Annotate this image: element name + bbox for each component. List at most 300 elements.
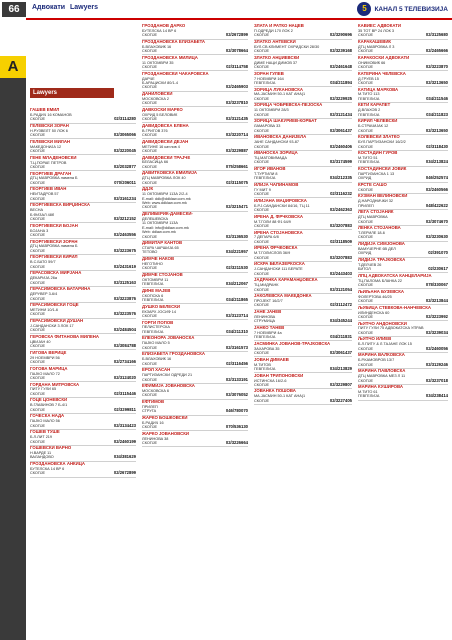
listing-name: ГОГОВА МАРИЦА [30, 366, 68, 371]
listing-phone: 02/2463556 [113, 231, 136, 237]
listing-phone: 02/2484504 [113, 327, 136, 333]
listing-name: ГРОЗДАНОВСКА АНКИЦА [30, 462, 86, 466]
listing-entry [358, 151, 448, 166]
listing-phone: 02/3220714 [225, 132, 248, 138]
listing-name: КРСТЕ САШО [358, 182, 387, 187]
listing-city: СКОПЈЕ [142, 361, 158, 366]
listing-name: ДАВКОСКИ МАРКО [142, 107, 183, 112]
listing-phone: 02/3084788 [113, 343, 136, 349]
listing-entry [358, 72, 448, 87]
listing-phone: 034/221957 [225, 249, 248, 255]
listing-phone-row [254, 160, 352, 165]
listing-address: М.ТИТО 51 [358, 156, 378, 161]
listing-phone: 02/3211530 [226, 265, 248, 271]
listing-name: ГОШЕВСКИ ВАРНО [30, 446, 72, 451]
listing-name: ЈАДРАНКА КАРАМАНЏОВСКА [254, 278, 318, 283]
listing-phone: 02/3078664 [225, 48, 248, 54]
listing-phone-row [358, 315, 448, 320]
listing-city: СКОПЈЕ [142, 148, 158, 153]
listing-entry [254, 294, 352, 309]
listing-entry [254, 88, 352, 103]
listing-address: М.Т.ГОЛИ 88 Ф1 64/9 [254, 219, 291, 224]
listing-phone: 02/2460566 [425, 186, 448, 192]
listing-phone: 034/211894 [330, 79, 352, 85]
listing-entry [254, 342, 352, 357]
listing-entry [142, 305, 248, 320]
listing-entry [30, 172, 136, 187]
listing-phone: 02/3121054 [329, 286, 352, 292]
listing-address: ПАРТИЗАНСКА 1 13 [358, 171, 395, 176]
listing-name: ИГОР ИВАНОВ [254, 167, 286, 172]
listing-entry [254, 103, 352, 118]
listing-city: СКОПЈЕ [142, 133, 158, 138]
listing-separator [358, 400, 448, 401]
listing-address: ЕКЗАРХ ЈОСИФ 14 [142, 309, 176, 314]
listing-city: СКОПЈЕ [30, 439, 46, 444]
listing-entry [358, 135, 448, 150]
listing-phone-row [142, 362, 248, 367]
listing-city: ПРИЛЕП [358, 203, 374, 208]
listing-phone: 070/206011 [114, 179, 136, 185]
listing-entry [30, 414, 136, 429]
listing-phone-row [358, 33, 448, 38]
listing-phone-row [142, 393, 248, 398]
listing-city: СКОПЈЕ [30, 248, 46, 253]
listing-phone-row [254, 145, 352, 150]
listing-entry [30, 124, 136, 139]
listing-phone-row [30, 328, 136, 333]
listing-city: СКОПЈЕ [254, 351, 270, 356]
listing-address: ПИТУ ГУЛИ 75 АДВОКАТСКА УПРАВ [358, 326, 424, 331]
listing-phone: 02/3237018 [425, 377, 448, 383]
listing-city: ГЕВГЕЛИЈА [358, 160, 380, 165]
listing-city: СКОПЈЕ [142, 164, 158, 169]
listing-phone-row [30, 197, 136, 202]
listing-phone-row [254, 288, 352, 293]
listing-city: СКОПЈЕ [254, 96, 270, 101]
listing-name: ДЕЛИБЕРИЌ-ДАМЕСКИ- [142, 212, 193, 217]
listing-phone-row [358, 363, 448, 368]
listing-phone: 02/3136530 [225, 233, 248, 239]
listing-phone-row [142, 235, 248, 240]
listing-address: БУТЕЛСКА 14 ВР 6 [30, 466, 65, 471]
listing-entry [30, 383, 136, 398]
listing-entry [30, 319, 136, 334]
listing-phone: 02/2443403 [329, 270, 352, 276]
listing-phone-row [142, 165, 248, 170]
listing-address: М.ТИТОВ [254, 362, 271, 367]
listing-name: ДАВИДОВСКИ ТРАЈЧЕ [142, 155, 191, 160]
sidebar-gap [0, 20, 26, 56]
listing-name: ГЕЛЕВСКИ МИЛАН [30, 139, 71, 144]
listing-address: ЗАХАРОВА 35 [254, 346, 280, 351]
listing-address: ПЕЛИСТЕРСКА [142, 325, 170, 330]
listing-entry [30, 351, 136, 366]
listing-phone: 034/238414 [425, 393, 448, 399]
section-label: Lawyers [30, 88, 114, 98]
listing-name: ЕФИМИЈА ЈОВАНОВСКА [142, 384, 195, 389]
listing-name: ДУШКО БЕЛЕСКИ [142, 304, 180, 309]
listing-city: СКОПЈЕ [254, 303, 270, 308]
listing-phone: 02/3134423 [113, 422, 136, 428]
listing-phone-row [142, 117, 248, 122]
listing-address: МА.ЈАСМИН 50-1 КАТ АНА(1 [254, 394, 306, 399]
listing-city: СКОПЈЕ [142, 180, 158, 185]
listing-city: СКОПЈЕ [254, 192, 270, 197]
listing-address: ДЕЛЕШЕВСКА [142, 216, 169, 221]
listing-phone: 02/2032877 [113, 163, 136, 169]
listing-phone: 02/3121435 [225, 116, 248, 122]
listing-address: E-mail: ddk@ddklaw.com.mk [142, 196, 191, 201]
listing-phone: 02/2460056 [425, 345, 448, 351]
listing-name: ГОШЕВ ТУШЕ [30, 430, 60, 435]
listing-phone-row [254, 176, 352, 181]
listing-phone-row [30, 344, 136, 349]
listing-address: Б.Л.ЛИТ 219 [30, 435, 53, 440]
listing-city: СКОПЈЕ [358, 283, 374, 288]
listing-address: ПАРТИЗАНСКИ ОДРЕДИ 21 [142, 373, 193, 378]
listing-city: СКОПЈЕ [30, 296, 46, 301]
listing-address: Б.РАДИЧ 16 КОМАНОВ [30, 112, 72, 117]
listing-phone: 02/2461648 [329, 64, 352, 70]
listing-entry [358, 167, 448, 182]
listing-name: ЛЕНКА СТОЈАНОВА [358, 226, 401, 231]
listing-city: СКОПЈЕ [254, 208, 270, 213]
listing-phone-row [254, 240, 352, 245]
listing-name: ГИГОВА ВЕРИЦЕ [30, 350, 67, 355]
listing-address: Web: ddlaw.com.mk [142, 230, 176, 235]
listing-city: ГЕВГЕЛИЈА [254, 367, 276, 372]
listing-entry [30, 108, 136, 123]
listing-address: Б.АРАЦИСКИ 80/1-4 [142, 80, 178, 85]
listing-phone-row [30, 149, 136, 154]
listing-entry [142, 273, 248, 288]
listing-city: СКОПЈЕ [142, 314, 158, 318]
listing-address: СКОПСКА 6 [142, 293, 164, 298]
listing-address: ДЕРУВЕР 3-6/4 [30, 292, 58, 297]
listing-phone: 02/2431619 [113, 263, 136, 269]
listing-phone-row [358, 283, 448, 288]
listing-phone-row [30, 249, 136, 254]
listing-city: СКОПЈЕ [30, 196, 46, 201]
listing-phone-row [30, 408, 136, 413]
listing-address: 35 ТОТ ВР 24 ЛОК 3 [358, 28, 394, 33]
listing-phone: 034/211831 [330, 334, 352, 340]
listing-column [30, 108, 136, 478]
listing-name: ГЕНЕ МЛАДЕНОВСКИ [30, 155, 77, 160]
listing-address: ОХРИД 5 БЕЛОВИЌ [142, 112, 178, 117]
listing-city: СКОПЈЕ [30, 264, 46, 269]
listing-city: СКОПЈЕ [142, 101, 158, 106]
listing-address: 29 НОЕМВРИ 56 [30, 355, 60, 360]
listing-phone-row [142, 425, 248, 430]
listing-city: СКОПЈЕ [358, 33, 374, 38]
listing-entry [30, 240, 136, 255]
listing-city: СКОПЈЕ [142, 345, 158, 350]
listing-city: СКОПЈЕ [254, 65, 270, 70]
listing-city: СКОПЈЕ [254, 224, 270, 228]
listing-phone: 046/252574 [425, 175, 448, 181]
listing-phone: 02/3129246 [425, 361, 448, 367]
listing-city: СКОПЈЕ [254, 33, 270, 38]
listing-address: Т.ТУРТИЛИ 8 [254, 171, 278, 176]
listing-city: СКОПЈЕ [30, 344, 46, 349]
listing-phone-row [30, 471, 136, 476]
listing-address: П.ОДРЕДИ 170 ЛОК 2 [254, 28, 293, 33]
listing-entry [358, 369, 448, 384]
listing-name: ЗОРАН ЃУЛЕВ [254, 71, 284, 76]
listing-column [254, 24, 352, 405]
listing-city: ОХРИД [358, 176, 372, 181]
listing-entry [142, 212, 248, 240]
listing-address: Ј.САНДАНСКИ 3 ЛОК 17 [30, 323, 74, 328]
listing-phone-row [254, 303, 352, 308]
listing-address: БУЛ.ПАРТИЗАНСКИ 16/2/2 [358, 140, 406, 145]
listing-city: СКОПЈЕ [142, 117, 158, 122]
listing-phone: 02/2672899 [113, 470, 136, 476]
listing-entry [142, 400, 248, 415]
listing-name: ГРОЗДАНОВСКА МИЛИЦА [142, 55, 198, 60]
listing-phone-row [254, 367, 352, 372]
listing-address: БУТЕЛСКА 14 ВР 6 [142, 28, 177, 33]
listing-city: СКОПЈЕ [30, 217, 46, 222]
listing-name: МАРИНА КУШИРОВА [358, 385, 403, 390]
listing-name: ДАВИТКОВСКА ЕМИЛИЈА [142, 171, 198, 176]
header-title-right: Lawyers [70, 4, 99, 11]
listing-entry [358, 24, 448, 39]
listing-phone-row [358, 176, 448, 181]
listing-name: КОЛЕВСКИ ЗЛАТКО [358, 135, 400, 140]
listing-entry [142, 257, 248, 272]
listing-phone-row [358, 394, 448, 399]
listing-phone: 02/3061437 [329, 127, 352, 133]
header-title-left: Адвокати [32, 4, 66, 11]
listing-phone: 02/3061437 [329, 350, 352, 356]
listing-phone-row [254, 97, 352, 102]
listing-city: СКОПЈЕ [358, 144, 374, 149]
listing-city: ВАЛАНДОВО [30, 455, 54, 460]
listing-phone-row [142, 298, 248, 303]
listing-entry [30, 156, 136, 171]
listing-phone: 02/3230630 [425, 234, 448, 240]
listing-name: ГЕОРГИЕВ ДРАГАН [30, 171, 72, 176]
listing-phone-row [254, 272, 352, 277]
listing-entry [142, 416, 248, 431]
listing-city: ГЕВГЕЛИЈА [254, 80, 276, 85]
listing-phone: 02/3229807 [329, 381, 352, 387]
listing-entry [142, 92, 248, 107]
listing-entry [30, 140, 136, 155]
listing-entry [254, 278, 352, 293]
listing-address: ЈАНЕ САНДАНСКИ 93-87 [254, 140, 299, 145]
listing-entry [30, 335, 136, 350]
listing-name: ДИМЧЕ НАКОВ [142, 257, 175, 262]
listing-name: ЛИДИЈА СИМЈОНОВА [358, 242, 405, 247]
listing-name: ГЕОРГИЕВСКИ ЗОРАН [30, 239, 78, 244]
listing-phone: 034/213824 [425, 159, 448, 165]
listing-entry [254, 183, 352, 198]
listing-entry [142, 352, 248, 367]
listing-city: СКОПЈЕ [358, 314, 374, 319]
listing-name: ГРОЗДАНОВСКА ЕЛИЗАБЕТА [142, 39, 206, 44]
listing-city: СКОПЈЕ [254, 382, 270, 387]
listing-address: ПРОЈЕКТ 16/2/7 [254, 299, 283, 304]
listing-phone-row [358, 113, 448, 118]
listing-phone: 078/330067 [425, 282, 448, 288]
listing-entry [358, 258, 448, 273]
listing-address: 11 ОКТОМВРИ 113А [142, 221, 178, 226]
listing-entry [358, 183, 448, 194]
listing-city: СКОПЈЕ [358, 362, 374, 367]
listing-phone-row [30, 440, 136, 445]
listing-phone: 02/3223992 [425, 313, 448, 319]
listing-entry [254, 389, 352, 404]
listing-phone: 02/3121434 [329, 111, 352, 117]
channel-logo-icon: 5 [357, 2, 371, 16]
listing-entry [142, 321, 248, 336]
listing-phone-row [142, 33, 248, 38]
listing-phone: 02/3207883 [329, 223, 352, 228]
listing-address: МЕТИНЕ 16 кат.пов 4 [142, 144, 180, 149]
listing-name: КАВИЕС АДВОКАТИ [358, 24, 401, 28]
listing-address: ДИМЕ НАЦИ ДИМОВ 37 [254, 60, 298, 65]
listing-phone: 034/212067 [225, 281, 248, 287]
listing-name: ЈАНЕ ЈАНЕВ [254, 310, 282, 315]
listing-phone-row [30, 392, 136, 397]
listing-name: ИРЕНА Д. ФРЧКОВСКА [254, 214, 303, 219]
listing-entry [142, 289, 248, 304]
listing-address: 7 ДЕПАРА 6/8 [254, 235, 279, 240]
listing-city: СКОПЈЕ [30, 391, 46, 396]
listing-phone-row [142, 266, 248, 271]
listing-entry [358, 242, 448, 257]
listing-separator [142, 446, 248, 447]
listing-city: СКОПЈЕ [30, 117, 46, 122]
listing-name: ЛЕГА СТОЈАНИК [358, 210, 394, 215]
listing-name: КОСТАДИН ЃУРОВ [358, 151, 398, 156]
listing-name: ГЕОРГИЕВСКИ БОЈАН [30, 223, 78, 228]
listing-entry [358, 274, 448, 289]
listing-phone-row [142, 181, 248, 186]
listing-address: В.С.БАТО 59/7 [30, 260, 56, 265]
listing-entry [142, 384, 248, 399]
listing-entry [142, 336, 248, 351]
listing-entry [358, 385, 448, 400]
listing-phone: 02/3116232 [330, 191, 352, 197]
listing-phone-row [358, 160, 448, 165]
listing-address: ДТЦ МАВРОВКА ламела Б [30, 244, 78, 249]
listing-phone-row [254, 351, 352, 356]
listing-city: СКОПЈЕ [142, 205, 158, 210]
listing-entry [254, 326, 352, 341]
listing-phone: 02/3161234 [113, 195, 136, 201]
listing-name: ЉИЉАНА БУЗЕВСКА [358, 289, 404, 294]
listing-phone-row [142, 330, 248, 335]
listing-address: БЕЛАСИЦА 66 [142, 160, 169, 165]
listing-name: ДАВИДОВСКА ЕЛЕНА [142, 123, 189, 128]
listing-address: ТЦ.ПАЛОМА БЛАНКА 22 [358, 278, 403, 283]
listing-name: ГЕРАСИМОВСКИ ГОЦЕ [30, 303, 79, 308]
listing-phone-row [254, 208, 352, 213]
listing-phone: 02/3114758 [226, 64, 248, 70]
listing-name: ИВАНОВСКА ДАНИЈЕЛА [254, 135, 307, 140]
listing-phone-row [254, 319, 352, 324]
listing-entry [30, 446, 136, 461]
listing-city: ГЕВГЕЛИЈА [358, 112, 380, 117]
listing-address: ЛЕНИНОВА 38 [142, 436, 169, 441]
listing-name: ЈОВАН ТРИПОНОВСКИ [254, 373, 304, 378]
listing-phone: 02/3227405 [329, 397, 352, 403]
listing-address: ИЛИНДЕНСКА 60 [358, 310, 390, 315]
listing-name: ЗОРИЦА ШАКУРИЕВ-КОРБАТ [254, 119, 317, 124]
listing-city: ГЕВГЕЛИЈА [254, 176, 276, 181]
listing-name: КАТЕРИНА ЧЕЛЕВСКА [358, 71, 406, 76]
listing-phone: 02/3220045 [113, 148, 136, 154]
listing-name: ГРОЗДАНОВ ДАРКО [142, 24, 186, 28]
listing-address: ДТЦ МАВРОВКА ламела Б [30, 176, 78, 181]
listing-entry [30, 303, 136, 318]
listing-address: Б.СТРАЧИЈАК 12 [358, 124, 389, 129]
listing-name: МАРИНА ПАВЛОВСКА [358, 369, 406, 374]
listing-phone: 02/3116456 [226, 360, 248, 366]
listing-address: ТЦ.МАТОВИМАДА [254, 156, 287, 161]
listing-phone: 02/3299811 [114, 406, 136, 412]
listing-name: ЕЛЕОНОРА ЈОВАНОСКА [142, 336, 195, 341]
listing-phone-row [30, 281, 136, 286]
listing-separator [30, 477, 136, 478]
listing-city: СКОПЈЕ [254, 49, 270, 54]
listing-phone-row [358, 251, 448, 256]
listing-city: СКОПЈЕ [254, 398, 270, 403]
listing-city: СТРУГА [142, 409, 157, 414]
listing-name: ЈАНКО ТАНЕВ [254, 325, 285, 330]
listing-address: ДТЦ МАВРОВКА Л 3 [358, 44, 395, 49]
listing-phone: 02/2465666 [425, 48, 448, 54]
listing-entry [30, 224, 136, 239]
header-divider [26, 18, 452, 20]
listing-phone-row [142, 149, 248, 154]
listing-entry [142, 156, 248, 171]
listing-name: ЈОВАН ДИМАЕВ [254, 357, 289, 362]
listing-address: ЛЕНИНОВА [254, 314, 276, 319]
listing-phone: 02/3213844 [425, 298, 448, 304]
listing-phone-row [358, 97, 448, 102]
listing-phone: 02/2734166 [113, 359, 136, 365]
listing-phone-row [30, 117, 136, 122]
listing-city: СКОПЈЕ [142, 425, 158, 430]
listing-city: СКОПЈЕ [254, 255, 270, 260]
listing-name: ЗЛАТА И РАТКО НАЦЕВ [254, 24, 304, 28]
listing-address: БУЛ.СВ.КЛИМЕНТ ОХРИДСКИ 28/30 [254, 44, 320, 49]
listing-entry [254, 310, 352, 325]
listing-city: СКОПЈЕ [142, 49, 158, 54]
sidebar [0, 20, 26, 640]
listing-address: ПРИЛЕП [142, 404, 158, 409]
listing-name: ГОЧЕСКА НАДА [30, 414, 65, 419]
listing-entry [254, 231, 352, 246]
listing-entry [254, 24, 352, 39]
listing-address: ПАЈКО МАЛО 56 [30, 419, 60, 424]
listing-phone-row [142, 101, 248, 106]
listing-phone: 02/3074670 [425, 218, 448, 224]
listing-phone: 02/2672899 [225, 32, 248, 38]
listing-phone-row [358, 267, 448, 272]
listing-address: Web: www.ddklaw.com.mk [142, 201, 187, 206]
listing-entry [254, 119, 352, 134]
listing-name: ЕРОЛ ХАСАН [142, 368, 171, 373]
listing-entry [30, 255, 136, 270]
listing-address: ДТЦ МАВРОВКА ЛОК 40 [142, 176, 186, 181]
